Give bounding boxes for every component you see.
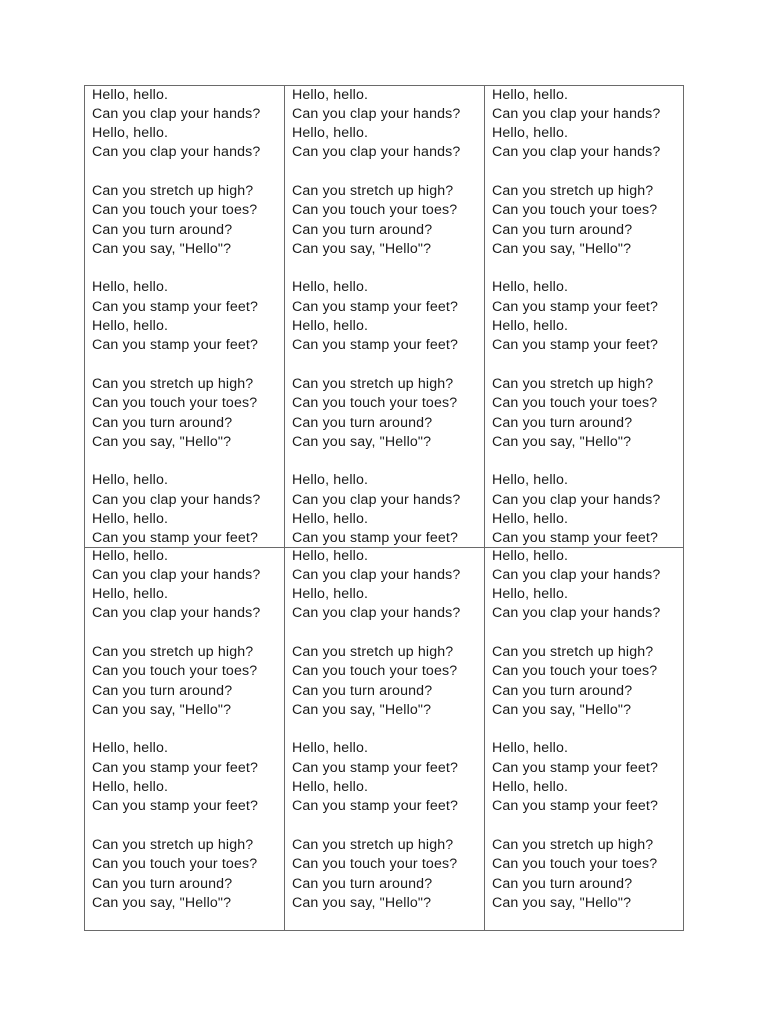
lyric-line: Hello, hello. xyxy=(492,318,569,335)
stanza-gap xyxy=(92,720,284,739)
lyric-line: Can you stamp your feet? xyxy=(92,530,259,547)
stanza-gap xyxy=(292,356,484,375)
lyric-line: Can you say, "Hello"? xyxy=(92,894,232,911)
lyric-line: Can you say, "Hello"? xyxy=(492,894,632,911)
lyric-line: Can you stamp your feet? xyxy=(492,530,659,547)
lyric-line: Hello, hello. xyxy=(492,547,569,564)
lyrics-card-top-middle xyxy=(285,86,484,548)
stanza-gap xyxy=(492,259,683,278)
lyrics-card-top-left xyxy=(85,86,284,548)
lyric-line: Can you say, "Hello"? xyxy=(492,240,632,257)
lyric-line: Can you clap your hands? xyxy=(92,144,261,161)
lyric-line: Can you turn around? xyxy=(92,414,233,431)
lyric-line: Can you touch your toes? xyxy=(92,395,258,412)
lyric-line: Can you clap your hands? xyxy=(492,566,661,583)
lyric-line: Can you touch your toes? xyxy=(492,663,658,680)
lyrics-card-bottom-right xyxy=(485,547,683,931)
lyric-line: Can you say, "Hello"? xyxy=(92,701,232,718)
stanza-gap xyxy=(492,452,683,471)
lyric-line: Can you turn around? xyxy=(492,875,633,892)
lyric-line: Can you turn around? xyxy=(492,221,633,238)
lyric-line: Can you say, "Hello"? xyxy=(492,701,632,718)
stanza-gap xyxy=(92,356,284,375)
lyric-line: Can you clap your hands? xyxy=(92,605,261,622)
stanza-gap xyxy=(492,720,683,739)
lyric-line: Can you stretch up high? xyxy=(292,375,454,392)
lyric-line: Can you stamp your feet? xyxy=(292,530,459,547)
lyric-line: Can you say, "Hello"? xyxy=(92,433,232,450)
lyric-line: Can you clap your hands? xyxy=(292,491,461,508)
lyric-line: Hello, hello. xyxy=(92,547,169,564)
lyric-line: Can you touch your toes? xyxy=(92,202,258,219)
lyric-line: Can you stretch up high? xyxy=(92,836,254,853)
lyric-line: Hello, hello. xyxy=(292,279,369,296)
lyric-line: Can you stretch up high? xyxy=(92,182,254,199)
lyric-line: Can you clap your hands? xyxy=(292,105,461,122)
lyric-line: Can you clap your hands? xyxy=(292,605,461,622)
lyric-line: Can you clap your hands? xyxy=(492,491,661,508)
stanza-gap xyxy=(92,624,284,643)
lyric-line: Can you stretch up high? xyxy=(292,836,454,853)
lyric-line: Can you say, "Hello"? xyxy=(292,240,432,257)
lyric-line: Can you turn around? xyxy=(92,875,233,892)
lyric-line: Can you turn around? xyxy=(292,682,433,699)
stanza-gap xyxy=(92,259,284,278)
lyric-line: Can you stamp your feet? xyxy=(492,298,659,315)
lyric-line: Can you stamp your feet? xyxy=(92,337,259,354)
lyric-line: Can you turn around? xyxy=(292,221,433,238)
lyric-line: Can you turn around? xyxy=(292,414,433,431)
lyric-line: Can you touch your toes? xyxy=(292,663,458,680)
lyric-line: Hello, hello. xyxy=(292,511,369,528)
lyric-line: Can you stamp your feet? xyxy=(492,759,659,776)
lyric-line: Hello, hello. xyxy=(292,125,369,142)
lyric-line: Can you stamp your feet? xyxy=(292,759,459,776)
lyrics-sheet xyxy=(84,85,684,931)
lyric-line: Can you stretch up high? xyxy=(492,836,654,853)
stanza-gap xyxy=(92,452,284,471)
stanza-gap xyxy=(292,720,484,739)
lyric-line: Hello, hello. xyxy=(492,586,569,603)
lyric-line: Can you stamp your feet? xyxy=(92,298,259,315)
lyric-line: Can you clap your hands? xyxy=(292,144,461,161)
lyric-line: Can you stamp your feet? xyxy=(492,798,659,815)
lyric-line: Hello, hello. xyxy=(92,86,169,103)
lyric-line: Can you say, "Hello"? xyxy=(292,894,432,911)
lyric-line: Can you stretch up high? xyxy=(92,375,254,392)
lyric-line: Can you say, "Hello"? xyxy=(92,240,232,257)
lyric-line: Can you say, "Hello"? xyxy=(292,701,432,718)
lyric-line: Can you stamp your feet? xyxy=(492,337,659,354)
lyric-line: Can you clap your hands? xyxy=(292,566,461,583)
lyric-line: Can you say, "Hello"? xyxy=(492,433,632,450)
stanza-gap xyxy=(492,163,683,182)
lyric-line: Hello, hello. xyxy=(92,279,169,296)
lyric-line: Can you touch your toes? xyxy=(492,856,658,873)
lyric-line: Can you stretch up high? xyxy=(492,375,654,392)
lyric-line: Can you clap your hands? xyxy=(92,566,261,583)
lyric-line: Can you touch your toes? xyxy=(292,395,458,412)
lyrics-card-bottom-left xyxy=(85,547,284,931)
lyric-line: Hello, hello. xyxy=(292,318,369,335)
lyric-line: Hello, hello. xyxy=(92,586,169,603)
stanza-gap xyxy=(492,624,683,643)
stanza-gap xyxy=(292,452,484,471)
stanza-gap xyxy=(92,817,284,836)
lyric-line: Hello, hello. xyxy=(292,547,369,564)
lyric-line: Hello, hello. xyxy=(492,511,569,528)
stanza-gap xyxy=(292,259,484,278)
stanza-gap xyxy=(292,163,484,182)
lyric-line: Can you clap your hands? xyxy=(492,605,661,622)
lyric-line: Hello, hello. xyxy=(292,586,369,603)
lyric-line: Can you clap your hands? xyxy=(492,144,661,161)
lyric-line: Can you touch your toes? xyxy=(292,856,458,873)
lyric-line: Can you turn around? xyxy=(492,414,633,431)
lyric-line: Hello, hello. xyxy=(492,86,569,103)
lyric-line: Can you say, "Hello"? xyxy=(292,433,432,450)
lyric-line: Can you stamp your feet? xyxy=(292,337,459,354)
lyric-line: Hello, hello. xyxy=(492,279,569,296)
lyric-line: Hello, hello. xyxy=(92,472,169,489)
lyric-line: Can you turn around? xyxy=(492,682,633,699)
lyric-line: Can you stretch up high? xyxy=(292,182,454,199)
lyric-line: Can you stretch up high? xyxy=(492,643,654,660)
lyrics-card-bottom-middle xyxy=(285,547,484,931)
stanza-gap xyxy=(92,163,284,182)
lyric-line: Can you turn around? xyxy=(292,875,433,892)
stanza-gap xyxy=(292,624,484,643)
lyric-line: Hello, hello. xyxy=(492,779,569,796)
lyric-line: Can you stamp your feet? xyxy=(92,759,259,776)
stanza-gap xyxy=(292,817,484,836)
lyric-line: Can you touch your toes? xyxy=(492,395,658,412)
lyric-line: Can you stretch up high? xyxy=(92,643,254,660)
lyric-line: Can you stretch up high? xyxy=(292,643,454,660)
lyric-line: Hello, hello. xyxy=(492,125,569,142)
lyric-line: Can you turn around? xyxy=(92,682,233,699)
lyric-line: Hello, hello. xyxy=(92,779,169,796)
lyric-line: Hello, hello. xyxy=(92,511,169,528)
lyric-line: Can you touch your toes? xyxy=(92,856,258,873)
lyric-line: Hello, hello. xyxy=(92,318,169,335)
lyric-line: Hello, hello. xyxy=(492,472,569,489)
lyric-line: Can you stamp your feet? xyxy=(292,798,459,815)
lyric-line: Can you clap your hands? xyxy=(92,105,261,122)
lyric-line: Hello, hello. xyxy=(292,472,369,489)
lyric-line: Can you touch your toes? xyxy=(92,663,258,680)
stanza-gap xyxy=(492,356,683,375)
lyrics-card-top-right xyxy=(485,86,683,548)
lyric-line: Can you clap your hands? xyxy=(492,105,661,122)
lyric-line: Hello, hello. xyxy=(292,779,369,796)
lyric-line: Hello, hello. xyxy=(92,740,169,757)
lyric-line: Hello, hello. xyxy=(292,740,369,757)
lyric-line: Can you stretch up high? xyxy=(492,182,654,199)
lyric-line: Can you clap your hands? xyxy=(92,491,261,508)
stanza-gap xyxy=(492,817,683,836)
lyric-line: Can you turn around? xyxy=(92,221,233,238)
lyric-line: Hello, hello. xyxy=(292,86,369,103)
lyric-line: Hello, hello. xyxy=(492,740,569,757)
lyric-line: Can you stamp your feet? xyxy=(292,298,459,315)
lyric-line: Can you touch your toes? xyxy=(292,202,458,219)
lyric-line: Can you stamp your feet? xyxy=(92,798,259,815)
lyric-line: Can you touch your toes? xyxy=(492,202,658,219)
lyric-line: Hello, hello. xyxy=(92,125,169,142)
